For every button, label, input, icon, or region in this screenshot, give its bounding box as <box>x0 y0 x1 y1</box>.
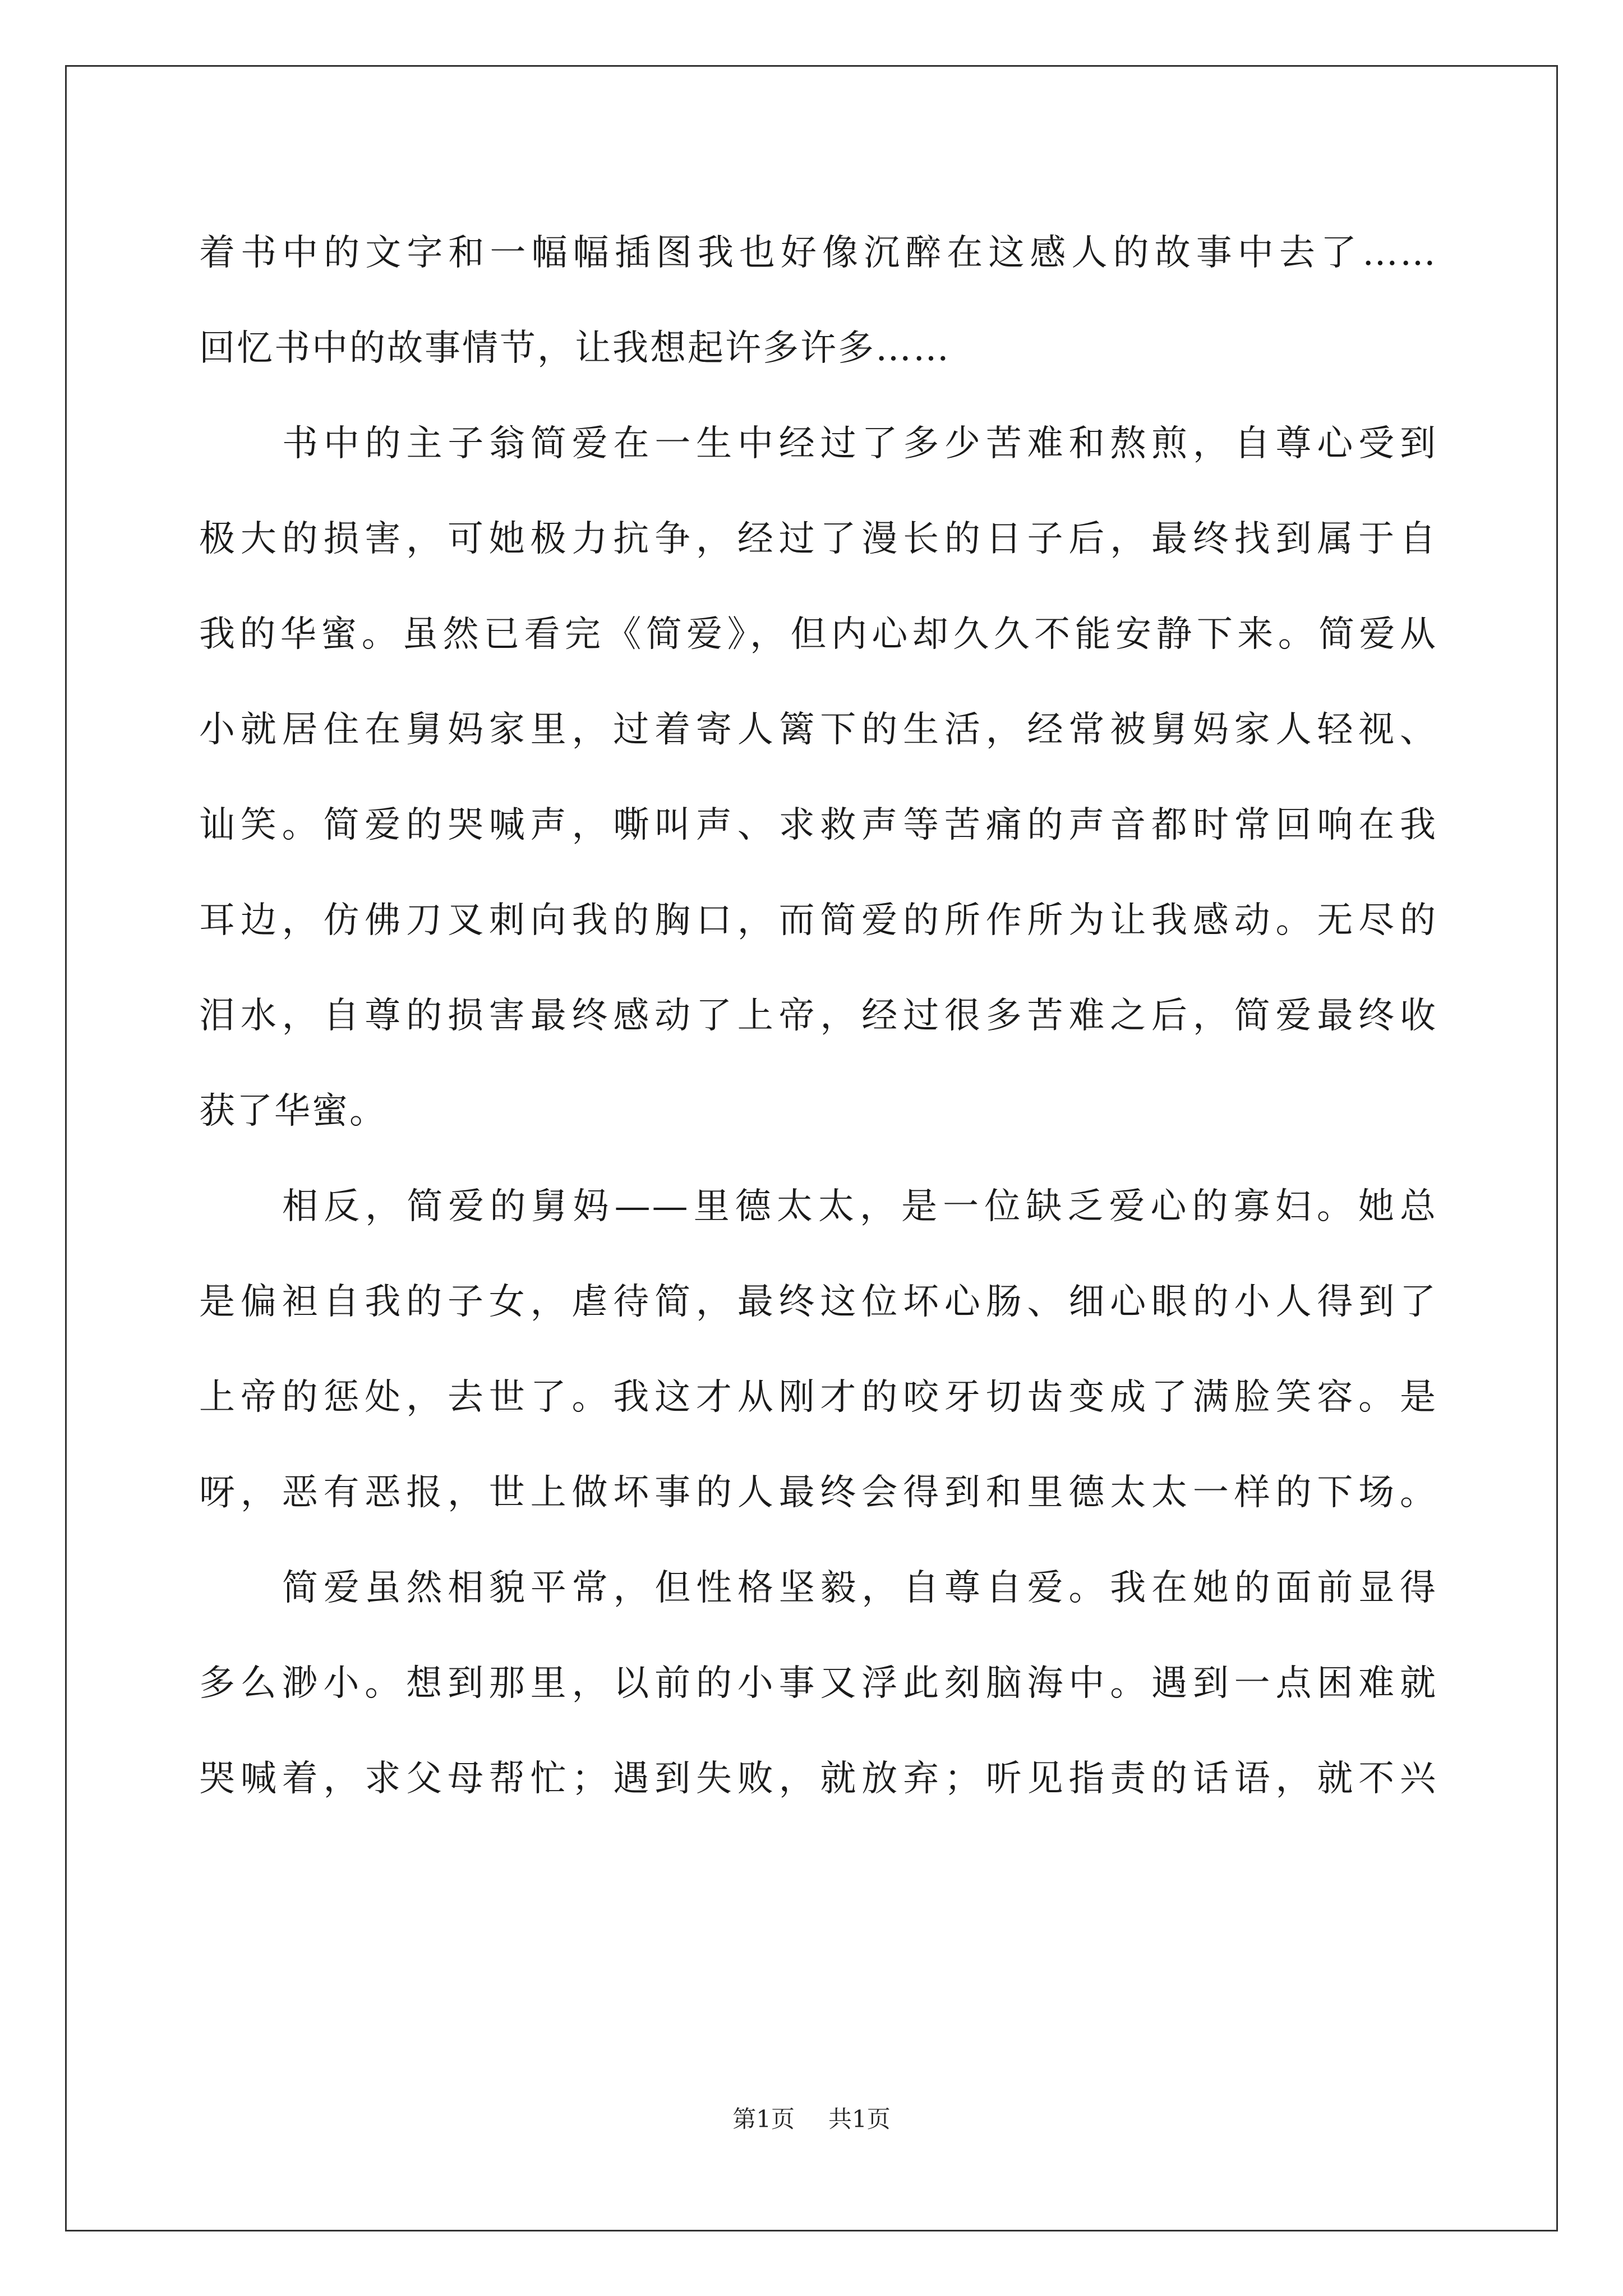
text-line: 上帝的惩处，去世了。我这才从刚才的咬牙切齿变成了满脸笑容。是 <box>199 1377 1437 1418</box>
document-body <box>199 222 1437 1843</box>
text-line: 呀，恶有恶报，世上做坏事的人最终会得到和里德太太一样的下场。 <box>199 1472 1437 1513</box>
text-line: 小就居住在舅妈家里，过着寄人篱下的生活，经常被舅妈家人轻视、 <box>199 709 1437 751</box>
text-line: 泪水，自尊的损害最终感动了上帝，经过很多苦难之后，简爱最终收 <box>199 995 1437 1037</box>
text-line: 耳边，仿佛刀叉刺向我的胸口，而简爱的所作所为让我感动。无尽的 <box>199 900 1437 941</box>
page-number: 第1页 <box>732 2105 795 2133</box>
text-line: 是偏袒自我的子女，虐待简，最终这位坏心肠、细心眼的小人得到了 <box>199 1281 1437 1323</box>
paragraph-first-line: 书中的主子翁简爱在一生中经过了多少苦难和熬煎，自尊心受到 <box>282 423 1437 464</box>
page-total: 共1页 <box>828 2105 891 2133</box>
text-line: 获了华蜜。 <box>199 1091 387 1132</box>
paragraph-first-line: 相反，简爱的舅妈——里德太太，是一位缺乏爱心的寡妇。她总 <box>282 1186 1437 1227</box>
text-line: 极大的损害，可她极力抗争，经过了漫长的日子后，最终找到属于自 <box>199 518 1437 560</box>
page-footer <box>0 2102 1623 2136</box>
text-line: 着书中的文字和一幅幅插图我也好像沉醉在这感人的故事中去了…… <box>199 232 1437 274</box>
text-line: 讪笑。简爱的哭喊声，嘶叫声、求救声等苦痛的声音都时常回响在我 <box>199 804 1437 846</box>
text-line: 多么渺小。想到那里，以前的小事又浮此刻脑海中。遇到一点困难就 <box>199 1663 1437 1704</box>
text-line: 回忆书中的故事情节，让我想起许多许多…… <box>199 328 951 369</box>
paragraph-first-line: 简爱虽然相貌平常，但性格坚毅，自尊自爱。我在她的面前显得 <box>282 1567 1437 1609</box>
text-line: 哭喊着，求父母帮忙；遇到失败，就放弃；听见指责的话语，就不兴 <box>199 1758 1437 1800</box>
text-line: 我的华蜜。虽然已看完《简爱》，但内心却久久不能安静下来。简爱从 <box>199 614 1437 655</box>
